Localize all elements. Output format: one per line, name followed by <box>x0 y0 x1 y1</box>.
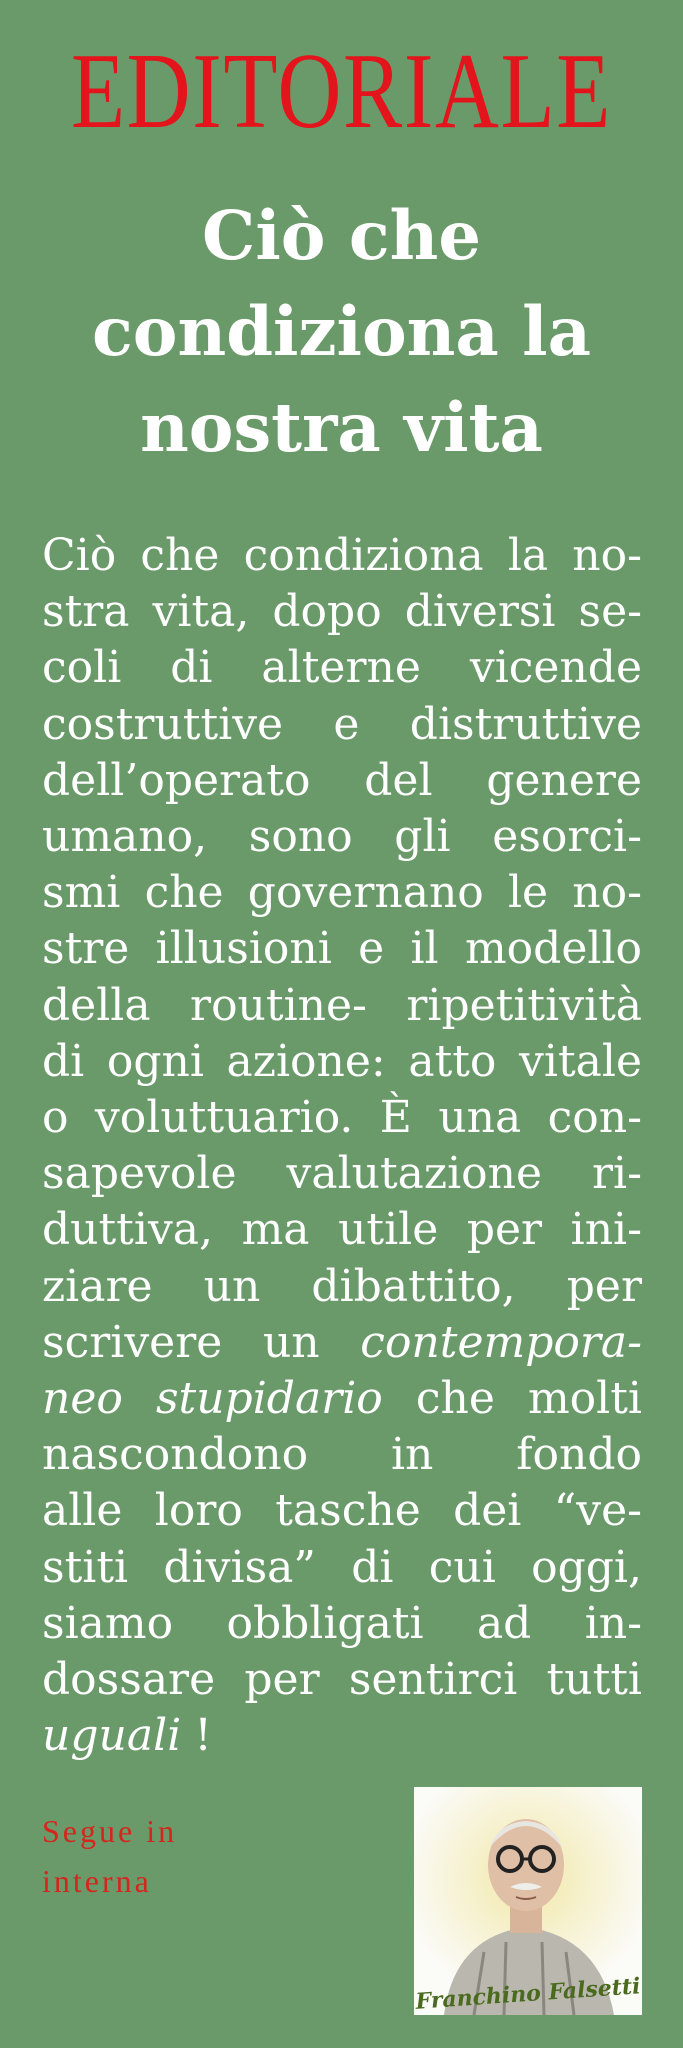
headline-line-3: nostra vita <box>140 388 543 467</box>
editorial-headline <box>20 188 663 476</box>
body-line: stre illusioni e il modello <box>42 923 642 975</box>
body-line: alle loro tasche dei “ve- <box>42 1485 642 1537</box>
body-line-italic-2 <box>42 1371 642 1427</box>
author-portrait <box>414 1787 642 2015</box>
body-text-segment: che molti <box>382 1373 642 1425</box>
body-italic-segment: contempora- <box>360 1316 642 1368</box>
masthead-title: EDITORIALE <box>70 32 613 151</box>
continued-line-2: interna <box>42 1863 152 1899</box>
headline-line-1: Ciò che <box>202 196 481 275</box>
body-line: ziare un dibattito, per <box>42 1260 642 1312</box>
body-line: stra vita, dopo diversi se- <box>42 586 642 638</box>
body-line: nascondono in fondo <box>42 1429 642 1481</box>
editorial-body <box>42 528 642 1764</box>
body-line: Ciò che condiziona la no- <box>42 530 642 581</box>
body-line: della routine- ripetitività <box>42 979 642 1031</box>
body-italic-segment: uguali <box>42 1710 182 1762</box>
continued-inside-link[interactable] <box>42 1806 177 1906</box>
body-line: siamo obbligati ad in- <box>42 1597 642 1649</box>
body-line: di ogni azione: atto vitale <box>42 1035 642 1087</box>
body-text-segment: ! <box>181 1710 212 1762</box>
headline-line-2: condiziona la <box>92 292 591 371</box>
body-line: sapevole valutazione ri- <box>42 1148 642 1200</box>
body-line: duttiva, ma utile per ini- <box>42 1204 642 1256</box>
body-line-italic-1 <box>42 1315 642 1371</box>
body-line: smi che governano le no- <box>42 867 642 919</box>
body-line-last <box>42 1708 642 1764</box>
body-line: stiti divisa” di cui oggi, <box>42 1541 642 1593</box>
body-line: dossare per sentirci tutti <box>42 1654 642 1706</box>
body-line: o voluttuario. È una con- <box>42 1092 642 1144</box>
body-line: dell’operato del genere <box>42 754 642 806</box>
body-text-segment: scrivere un <box>42 1316 361 1368</box>
body-italic-segment: neo stupidario <box>42 1373 383 1425</box>
body-line: coli di alterne vicende <box>42 642 642 694</box>
continued-line-1: Segue in <box>42 1813 178 1849</box>
body-line: costruttive e distruttive <box>42 698 642 750</box>
body-line: umano, sono gli esorci- <box>42 811 642 863</box>
author-signature: Franchino Falsetti <box>414 1973 642 2015</box>
